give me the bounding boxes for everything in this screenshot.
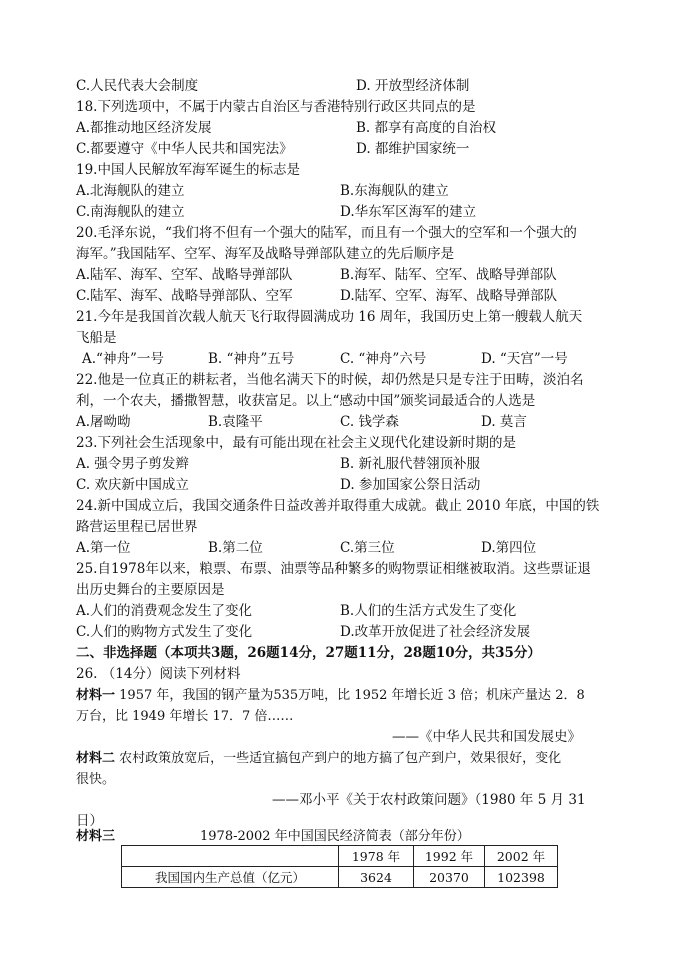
- q22-option-c[interactable]: C. 钱学森: [340, 414, 399, 430]
- q20-option-b[interactable]: B.海军、陆军、空军、战略导弹部队: [340, 267, 557, 283]
- table-row: [122, 867, 558, 888]
- q20-stem-line-1: 20.毛泽东说，“我们将不但有一个强大的陆军，而且有一个强大的空军和一个强大的: [76, 225, 577, 241]
- table-cell: 102398: [485, 867, 558, 888]
- q25-options-row-1: [76, 601, 616, 622]
- q23-option-d[interactable]: D. 参加国家公祭日活动: [340, 477, 481, 493]
- q23-option-c[interactable]: C. 欢庆新中国成立: [76, 477, 189, 493]
- q22-option-a[interactable]: A.屠呦呦: [76, 414, 131, 430]
- material-1-source: ——《中华人民共和国发展史》: [392, 729, 581, 745]
- q20-option-d[interactable]: D.陆军、空军、海军、战略导弹部队: [340, 288, 558, 304]
- q20-options-row-1: [76, 265, 616, 286]
- material-3-line: [76, 826, 616, 847]
- q25-option-c[interactable]: C.人们的购物方式发生了变化: [76, 624, 253, 640]
- q24-stem-line-2: 路营运里程已居世界: [76, 519, 198, 535]
- q20-options-row-2: [76, 286, 616, 307]
- section-2-heading: 二、非选择题（本项共3题，26题14分，27题11分，28题10分，共35分）: [76, 645, 541, 661]
- table-header-row: [122, 846, 558, 867]
- economy-table: [121, 845, 558, 888]
- q21-option-a[interactable]: A.“神舟”一号: [82, 351, 164, 367]
- material-2-line-2: 很快。: [76, 772, 116, 787]
- q22-stem-line-2: 利，一个农夫，播撒智慧，收获富足。以上“感动中国”颁奖词最适合的人选是: [76, 393, 536, 409]
- table-row-label: 我国国内生产总值（亿元）: [122, 867, 339, 888]
- q24-stem-line-1: 24.新中国成立后，我国交通条件日益改善并取得重大成就。截止 2010 年底，中国的铁: [76, 498, 600, 514]
- q18-options-row-2: [76, 139, 616, 160]
- table-header-cell: 1978 年: [339, 846, 414, 867]
- q23-options-row-1: [76, 454, 616, 475]
- q19-options-row-1: [76, 181, 616, 202]
- q18-option-a[interactable]: A.都推动地区经济发展: [76, 120, 212, 136]
- table-cell: 3624: [339, 867, 414, 888]
- table-header-cell: 1992 年: [414, 846, 485, 867]
- q19-option-a[interactable]: A.北海舰队的建立: [76, 183, 185, 199]
- q21-option-b[interactable]: B. “神舟”五号: [208, 351, 295, 367]
- q24-option-b[interactable]: B.第二位: [208, 540, 263, 556]
- material-1-text: 1957 年，我国的钢产量为535万吨，比 1952 年增长近 3 倍；机床产量达 2．8: [115, 688, 585, 703]
- material-3-label: 材料三: [76, 829, 116, 844]
- q25-option-b[interactable]: B.人们的生活方式发生了变化: [340, 603, 517, 619]
- q25-stem-line-1: 25.自1978年以来，粮票、布票、油票等品种繁多的购物票证相继被取消。这些票证退: [76, 561, 591, 577]
- q21-stem-line-2: 飞船是: [76, 330, 117, 346]
- q22-option-d[interactable]: D. 莫言: [481, 414, 527, 430]
- q18-option-c[interactable]: C.都要遵守《中华人民共和国宪法》: [76, 141, 293, 157]
- material-2-source: ——邓小平《关于农村政策问题》（1980 年 5 月 31: [272, 792, 586, 808]
- material-2-label: 材料二: [76, 751, 116, 766]
- table-header-cell: 2002 年: [485, 846, 558, 867]
- q24-options-row: [76, 538, 616, 559]
- material-1-source-line: [76, 727, 616, 748]
- q24-option-c[interactable]: C.第三位: [340, 540, 395, 556]
- q21-options-row: [76, 349, 616, 370]
- q19-option-c[interactable]: C.南海舰队的建立: [76, 204, 185, 220]
- q25-option-a[interactable]: A.人们的消费观念发生了变化: [76, 603, 253, 619]
- material-2-text: 农村政策放宽后，一些适宜搞包产到户的地方搞了包产到户，效果很好，变化: [115, 751, 562, 766]
- q20-stem-line-2: 海军。”我国陆军、空军、海军及战略导弹部队建立的先后顺序是: [76, 246, 455, 262]
- q20-option-a[interactable]: A.陆军、海军、空军、战略导弹部队: [76, 267, 293, 283]
- q23-stem: 23.下列社会生活现象中，最有可能出现在社会主义现代化建设新时期的是: [76, 435, 516, 451]
- q22-stem-line-1: 22.他是一位真正的耕耘者，当他名满天下的时候，却仍然是只是专注于田畴，淡泊名: [76, 372, 584, 388]
- q18-option-d[interactable]: D. 都维护国家统一: [356, 141, 470, 157]
- q24-option-a[interactable]: A.第一位: [76, 540, 131, 556]
- q18-options-row-1: [76, 118, 616, 139]
- q19-option-b[interactable]: B.东海舰队的建立: [340, 183, 449, 199]
- q22-options-row: [76, 412, 616, 433]
- q17-option-d[interactable]: D. 开放型经济体制: [356, 78, 470, 94]
- q23-options-row-2: [76, 475, 616, 496]
- q23-option-b[interactable]: B. 新礼服代替翎顶补服: [340, 456, 481, 472]
- material-1-line-1: [76, 685, 616, 706]
- table-cell: 20370: [414, 867, 485, 888]
- material-2-line-1: [76, 748, 616, 769]
- q19-option-d[interactable]: D.华东军区海军的建立: [340, 204, 477, 220]
- q21-stem-line-1: 21.今年是我国首次载人航天飞行取得圆满成功 16 周年，我国历史上第一艘载人航天: [76, 309, 583, 325]
- q22-option-b[interactable]: B.袁隆平: [208, 414, 263, 430]
- q25-stem-line-2: 出历史舞台的主要原因是: [76, 582, 225, 598]
- table-header-cell: [122, 846, 339, 867]
- material-1-line-2: 万台，比 1949 年增长 17．7 倍……: [76, 709, 294, 724]
- material-2-source-line: [76, 790, 616, 811]
- material-1-label: 材料一: [76, 688, 116, 703]
- q19-options-row-2: [76, 202, 616, 223]
- q23-option-a[interactable]: A. 强令男子剪发辫: [76, 456, 189, 472]
- q18-option-b[interactable]: B. 都享有高度的自治权: [356, 120, 497, 136]
- material-3-title: 1978-2002 年中国国民经济简表（部分年份）: [200, 829, 470, 844]
- q18-stem: 18.下列选项中，不属于内蒙古自治区与香港特别行政区共同点的是: [76, 99, 476, 115]
- q21-option-d[interactable]: D. “天宫”一号: [481, 351, 568, 367]
- q19-stem: 19.中国人民解放军海军诞生的标志是: [76, 162, 300, 178]
- q20-option-c[interactable]: C.陆军、海军、战略导弹部队、空军: [76, 288, 293, 304]
- q26-stem: 26. （14分）阅读下列材料: [76, 666, 241, 682]
- q21-option-c[interactable]: C. “神舟”六号: [340, 351, 427, 367]
- q17-option-c[interactable]: C.人民代表大会制度: [76, 78, 199, 94]
- material-2-source-line-2: 日）: [76, 813, 103, 829]
- q17-options-row-2: [76, 76, 616, 97]
- q25-option-d[interactable]: D.改革开放促进了社会经济发展: [340, 624, 531, 640]
- q25-options-row-2: [76, 622, 616, 643]
- q24-option-d[interactable]: D.第四位: [481, 540, 537, 556]
